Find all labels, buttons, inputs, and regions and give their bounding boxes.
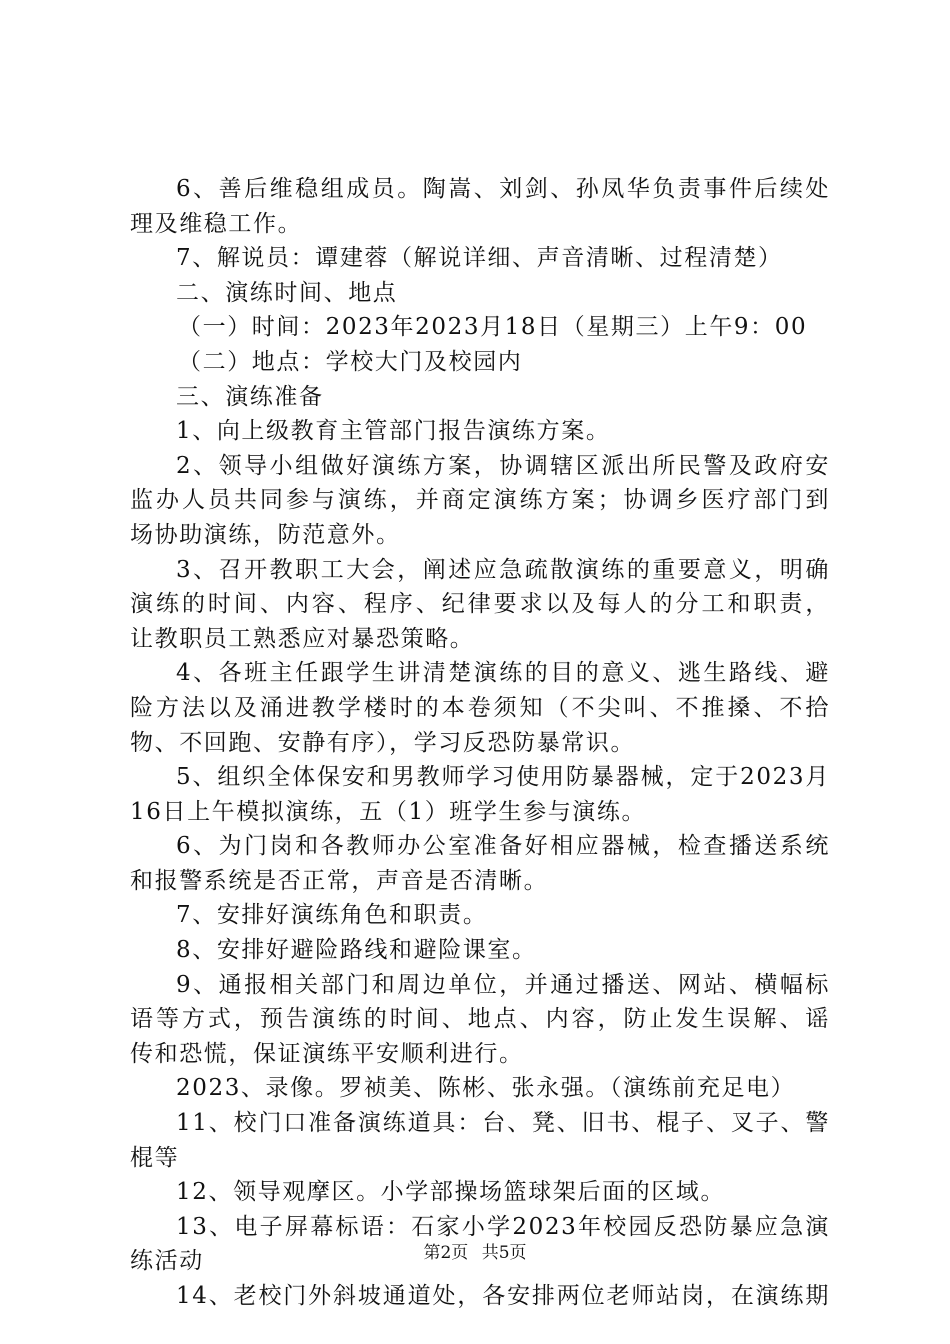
paragraph-line: 练活动	[130, 1248, 204, 1275]
section-heading: 三、演练准备	[176, 383, 324, 410]
paragraph-line: 理及维稳工作。	[130, 210, 303, 237]
paragraph-line: 物、不回跑、安静有序），学习反恐防暴常识。	[130, 729, 636, 756]
paragraph-line: 7、解说员：谭建蓉（解说详细、声音清晰、过程清楚）	[176, 245, 783, 272]
paragraph-line: 8、安排好避险路线和避险课室。	[176, 937, 537, 964]
paragraph-line: 和报警系统是否正常，声音是否清晰。	[130, 867, 549, 894]
document-body	[130, 172, 830, 1314]
paragraph-line: 11、校门口准备演练道具：台、凳、旧书、棍子、叉子、警	[176, 1110, 830, 1137]
paragraph-line: 险方法以及涌进教学楼时的本卷须知（不尖叫、不推搡、不拾	[130, 694, 830, 721]
paragraph-line: 3、召开教职工大会，阐述应急疏散演练的重要意义，明确	[176, 556, 830, 583]
paragraph-line: 语等方式，预告演练的时间、地点、内容，防止发生误解、谣	[130, 1006, 830, 1033]
paragraph-line: 9、通报相关部门和周边单位，并通过播送、网站、横幅标	[176, 971, 830, 998]
paragraph-line: 14、老校门外斜坡通道处，各安排两位老师站岗，在演练期	[176, 1283, 830, 1309]
paragraph-line: （二）地点：学校大门及校园内	[178, 348, 523, 375]
paragraph-line: 6、善后维稳组成员。陶嵩、刘剑、孙凤华负责事件后续处	[176, 176, 830, 202]
page-footer	[0, 1242, 950, 1264]
paragraph-line: 棍等	[130, 1144, 180, 1171]
paragraph-line: 1、向上级教育主管部门报告演练方案。	[176, 418, 611, 445]
paragraph-line: 让教职员工熟悉应对暴恐策略。	[130, 625, 475, 652]
paragraph-line: 13、电子屏幕标语：石家小学2023年校园反恐防暴应急演	[176, 1213, 830, 1240]
paragraph-line: 12、领导观摩区。小学部操场篮球架后面的区域。	[176, 1179, 726, 1206]
paragraph-line: 场协助演练，防范意外。	[130, 521, 401, 548]
paragraph-line: 2023、录像。罗祯美、陈彬、张永强。（演练前充足电）	[176, 1075, 796, 1102]
paragraph-line: 6、为门岗和各教师办公室准备好相应器械，检查播送系统	[176, 833, 830, 860]
paragraph-line: 2、领导小组做好演练方案，协调辖区派出所民警及政府安	[176, 452, 830, 479]
section-heading: 二、演练时间、地点	[176, 279, 398, 306]
page-total: 共5页	[481, 1243, 527, 1263]
paragraph-line: 4、各班主任跟学生讲清楚演练的目的意义、逃生路线、避	[176, 660, 830, 687]
paragraph-line: 5、组织全体保安和男教师学习使用防暴器械，定于2023月	[176, 764, 830, 791]
paragraph-line: （一）时间：2023年2023月18日（星期三）上午9：00	[178, 314, 808, 341]
paragraph-line: 7、安排好演练角色和职责。	[176, 902, 488, 929]
paragraph-line: 演练的时间、内容、程序、纪律要求以及每人的分工和职责，	[130, 591, 830, 618]
paragraph-line: 16日上午模拟演练，五（1）班学生参与演练。	[130, 798, 647, 825]
paragraph-line: 传和恐慌，保证演练平安顺利进行。	[130, 1040, 524, 1067]
page-number: 第2页	[423, 1243, 469, 1263]
paragraph-line: 监办人员共同参与演练，并商定演练方案；协调乡医疗部门到	[130, 487, 830, 514]
